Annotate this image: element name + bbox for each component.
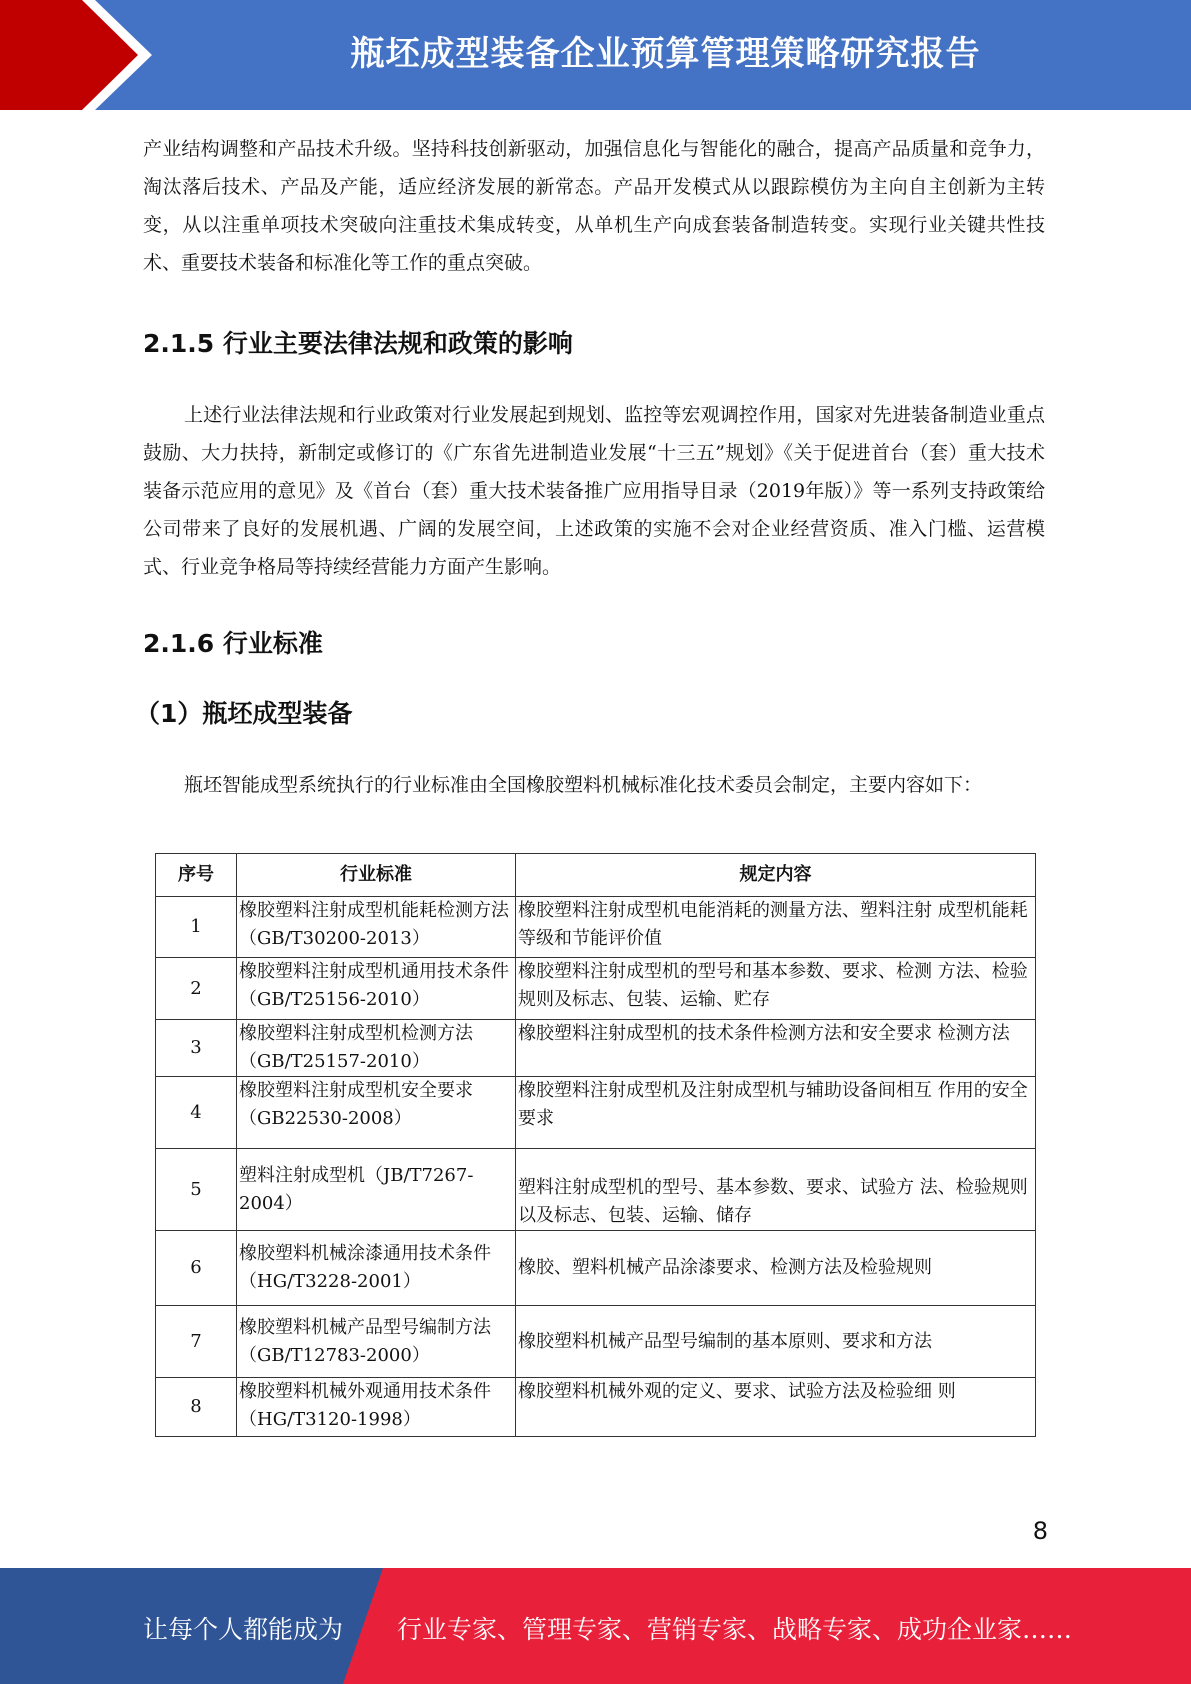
page-header: [0, 0, 1191, 110]
row-standard: 橡胶塑料注射成型机能耗检测方法（GB/T30200-2013）: [237, 897, 516, 958]
column-header-content: 规定内容: [516, 854, 1036, 897]
industry-standards-table: [155, 853, 1036, 1437]
page-number: 8: [1032, 1517, 1048, 1545]
row-content: 橡胶塑料注射成型机的技术条件检测方法和安全要求 检测方法: [516, 1020, 1036, 1077]
row-content: 橡胶塑料注射成型机的型号和基本参数、要求、检测 方法、检验规则及标志、包装、运输、贮存: [516, 958, 1036, 1020]
row-content: 塑料注射成型机的型号、基本参数、要求、试验方 法、检验规则以及标志、包装、运输、储存: [516, 1149, 1036, 1231]
table-header-row: [156, 854, 1036, 897]
table-row: [156, 958, 1036, 1020]
table-row: [156, 1149, 1036, 1231]
row-standard: 橡胶塑料机械外观通用技术条件（HG/T3120-1998）: [237, 1378, 516, 1437]
row-content: 橡胶塑料注射成型机及注射成型机与辅助设备间相互 作用的安全要求: [516, 1077, 1036, 1149]
row-number: 2: [156, 958, 237, 1020]
section-heading-2-1-5: 2.1.5 行业主要法律法规和政策的影响: [143, 329, 573, 358]
section-2-1-6-paragraph: 瓶坯智能成型系统执行的行业标准由全国橡胶塑料机械标准化技术委员会制定，主要内容如下：: [184, 774, 983, 796]
row-number: 6: [156, 1231, 237, 1306]
row-number: 7: [156, 1306, 237, 1378]
row-number: 5: [156, 1149, 237, 1231]
table-row: [156, 1077, 1036, 1149]
footer-slogan-left: 让每个人都能成为: [143, 1615, 344, 1644]
row-standard: 塑料注射成型机（JB/T7267-2004）: [237, 1149, 516, 1231]
column-header-standard: 行业标准: [237, 854, 516, 897]
subsection-heading-preform-equipment: （1）瓶坯成型装备: [135, 699, 353, 728]
intro-paragraph: 产业结构调整和产品技术升级。坚持科技创新驱动，加强信息化与智能化的融合，提高产品质量和竞争力，淘汰落后技术、产品及产能，适应经济发展的新常态。产品开发模式从以跟踪模仿为主向自主创新为主转变，从以注重单项技术突破向注重技术集成转变，从单机生产向成套装备制造转变。实现行业关键共性技术、重要技术装备和标准化等工作的重点突破。: [143, 138, 1045, 274]
row-standard: 橡胶塑料注射成型机通用技术条件（GB/T25156-2010）: [237, 958, 516, 1020]
row-standard: 橡胶塑料注射成型机检测方法（GB/T25157-2010）: [237, 1020, 516, 1077]
section-2-1-5-paragraph: 上述行业法律法规和行业政策对行业发展起到规划、监控等宏观调控作用，国家对先进装备制造业重点鼓励、大力扶持，新制定或修订的《广东省先进制造业发展“十三五”规划》《关于促进首台（套）重大技术装备示范应用的意见》及《首台（套）重大技术装备推广应用指导目录（2019年版）》等一系列支持政策给公司带来了良好的发展机遇、广阔的发展空间，上述政策的实施不会对企业经营资质、准入门槛、运营模式、行业竞争格局等持续经营能力方面产生影响。: [143, 404, 1045, 578]
section-heading-2-1-6: 2.1.6 行业标准: [143, 629, 323, 658]
row-standard: 橡胶塑料机械涂漆通用技术条件（HG/T3228-2001）: [237, 1231, 516, 1306]
row-standard: 橡胶塑料机械产品型号编制方法（GB/T12783-2000）: [237, 1306, 516, 1378]
row-standard: 橡胶塑料注射成型机安全要求（GB22530-2008）: [237, 1077, 516, 1149]
column-header-no: 序号: [156, 854, 237, 897]
page-footer: [0, 1568, 1191, 1684]
row-content: 橡胶塑料机械外观的定义、要求、试验方法及检验细 则: [516, 1378, 1036, 1437]
table-row: [156, 1231, 1036, 1306]
table-row: [156, 897, 1036, 958]
page-content: [135, 130, 1045, 804]
table-row: [156, 1378, 1036, 1437]
row-number: 3: [156, 1020, 237, 1077]
row-content: 橡胶塑料机械产品型号编制的基本原则、要求和方法: [516, 1306, 1036, 1378]
row-number: 1: [156, 897, 237, 958]
row-content: 橡胶、塑料机械产品涂漆要求、检测方法及检验规则: [516, 1231, 1036, 1306]
row-number: 4: [156, 1077, 237, 1149]
report-title: 瓶坯成型装备企业预算管理策略研究报告: [350, 34, 981, 74]
table-row: [156, 1306, 1036, 1378]
footer-slogan-right: 行业专家、管理专家、营销专家、战略专家、成功企业家……: [397, 1615, 1073, 1644]
table-row: [156, 1020, 1036, 1077]
row-content: 橡胶塑料注射成型机电能消耗的测量方法、塑料注射 成型机能耗等级和节能评价值: [516, 897, 1036, 958]
row-number: 8: [156, 1378, 237, 1437]
